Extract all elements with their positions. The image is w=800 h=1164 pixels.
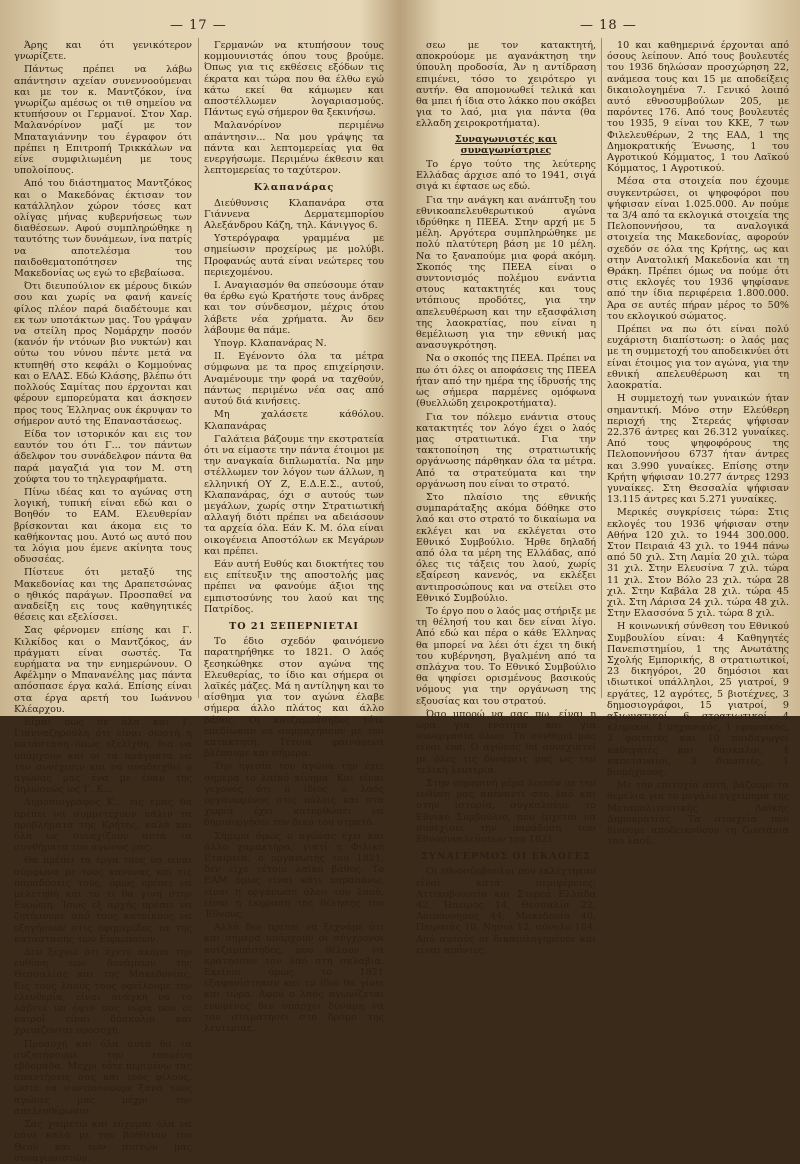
paragraph: Να ο σκοπός της ΠΕΕΑ. Πρέπει να πω ότι όλες οι αποφάσεις της ΠΕΕΑ ήταν από την ημέρα της ίδρυσής της ως σήμερα παρμένες ομόφωνα (θυελλώδη χειροκροτήματα).: [416, 353, 596, 410]
paragraph: Μερικές συγκρίσεις τώρα: Στις εκλογές του 1936 ψήφισαν στην Αθήνα 120 χιλ. το 1944 300.000. Στον Πειραιά 43 χιλ. το 1944 πάνω από 50 χιλ. Στη Λαμία 20 χιλ. τώρα 31 χιλ. Στην Ελευσίνα 7 χιλ. τώρα 11 χιλ. Στον Βόλο 23 χιλ. τώρα 28 χιλ. Στην Καβάλα 28 χιλ. τώρα 45 χιλ. Στη Λάρισα 24 χιλ. τώρα 48 χιλ. Στην Ελασσόνα 5 χιλ. τώρα 8 χιλ.: [607, 507, 789, 620]
paragraph: Σήμερα όμως ο αγώνας έχει και άλλο χαρακτήρα, γιατί η Φιλική Εταιρεία, ο οργανωτής του 1821, δεν είχε τέτοιο λαϊκό βάθος. Το ΕΑΜ όμως είναι κάτι παραπάνω, είναι η οργάνωση όλου του λαού, είναι η έκφραση της θέλησης του Έθνους.: [204, 830, 384, 921]
paragraph: Το έργο που ο λαός μας στήριξε με τη θέλησή του και δεν είναι λίγο. Από εδώ και πέρα ο κάθε Έλληνας θα μπορεί να λέει ότι έχει τη δική του κυβέρνηση, βγαλμένη από τα σπλάχνα του. Το Εθνικό Συμβούλιο θα ψηφίσει ορισμένους βασικούς νόμους για την οργάνωση της εξουσίας και του στρατού.: [416, 605, 596, 707]
paragraph: Διεύθυνσις Κλαπανάρα στα Γιάννενα Δερματεμπορίου Αλεξάνδρου Κάζη, τηλ. Κάνιγγος 6.: [204, 197, 384, 232]
paragraph: Με την επιτυχία αυτή, βάζουμε τα θεμέλια για το μεγάλο εγχείρημα της Μεταπολιτευτικής Λαϊκής Δημοκρατίας. Τα στοιχεία που δίνουμε αποδεικνύουν τη ζωντάνια του λαού.: [607, 780, 789, 848]
paragraph: Η συμμετοχή των γυναικών ήταν σημαντική. Μόνο στην Ελεύθερη περιοχή της Στερεάς ψήφισαν 22.376 άντρες και 26.312 γυναίκες. Από τους ψηφοφόρους της Πελοποννήσου 6737 ήταν άντρες και 3.990 γυναίκες. Επίσης στην Κρήτη ψήφισαν 10.277 άντρες 1293 γυναίκες. Στη Θεσσαλία ψήφισαν 13.115 άντρες και 5.271 γυναίκες.: [607, 393, 789, 506]
paragraph: Αλλά δεν πρέπει να ξεχνάμε ότι και σήμερα υπάρχουν οι σύγχρονοι κοτζαμπάσηδες, που θέλουν να κρατήσουν τον λαό στη σκλαβιά. Εκείνοι όμως το 1821 εξαφανίστηκαν και το ίδιο θα γίνει και τώρα. Αφού ο λαός αγωνίζεται ενωμένος δεν υπάρχει δύναμη να τον σταματήσει στο δρόμο της λευτεριάς.: [204, 922, 384, 1035]
paragraph: ΙΙ. Εγένοντο όλα τα μέτρα σύμφωνα με τα προς επιχείρησιν. Αναμένουμε την φορά να ταχθούν, πάντως περιμένω νέα σας από αυτού διά κινήσεις.: [204, 351, 384, 408]
paragraph: Σας χαιρετώ και εύχομαι όλα να πάνε καλά με την βοήθειαν του Θεού και των πιστών μας συναγωνιστών.: [14, 1119, 192, 1164]
paragraph: Είδα τον ιστορικόν και εις τον εαυτόν του ότι Γ... τον πάντων άδελφον του συνάδελφον πάντα θα παρά μαγαζιά για τον Μ. στη χούφτα του το τηλεγραφήματα.: [14, 428, 192, 485]
paragraph: Η κοινωνική σύνθεση του Εθνικού Συμβουλίου είναι: 4 Καθηγητές Πανεπιστημίου, 1 της Ανωτάτης Σχολής Εμπορικής, 8 στρατιωτικοί, 23 δικηγόροι, 20 δημόσιοι και ιδιωτικοί υπάλληλοι, 25 γιατροί, 9 εργάτες, 12 αγρότες, 5 βιοτέχνες, 3 δημοσιογράφοι, 15 γιατροί, 9 αξιωματικοί, 6 στρατιωτικοί, 4 κληρικοί, 1 μηχανικός, 1 εφοριακός, 2 φοιτητές και 10 παιδαγωγοί καθηγητές και δάσκαλοι, 4 καπεταναίοι, 3 δικαστές, 1 βιομήχανος.: [607, 621, 789, 778]
left-page: [0, 0, 392, 1164]
text-column-3: [416, 40, 596, 956]
paragraph: Πίστευε ότι μεταξύ της Μακεδονίας και της Δραπετσώνας ο ηθικός παράγων. Προσπαθεί να αναδείξη εις τους καθηγητικές θέσεις και εξελίσσει.: [14, 567, 192, 624]
paragraph: Στην σημερινή μέρα λοιπόν με την ευθύνη μας απέναντι στο λαό και στην ιστορία, συγκαλούμε το Εθνικό Συμβούλιο, που έρχεται να συνεχίσει την παράδοση των Εθνοσυνελεύσεων του 1821.: [416, 778, 596, 846]
column-divider: [198, 38, 199, 698]
paragraph: Γερμανών να κτυπήσουν τους κομμουνιστάς όπου τους βρούμε. Όπως για τις εκθέσεις εξόδων τις έκρατα και τώρα που θα έλθω εγώ κάτω εκεί θα κάμωμεν και αποστέλλωμεν λογαριασμούς. Πάντως εγώ σήμερον θα ξεκινήσω.: [204, 40, 384, 119]
paragraph: Σας φέρνομεν επίσης και Γ. Κιλκίδος και ο Μαντζόκος, άν πράγματι είναι σωστές. Τα ευρήματα να την ενημερώνουν. Ο Αφέλμην ο Μπανανέλης μας πάντα απόσπασε έργα καλά. Επίσης είναι στα έργα αρετή του Ιωάννου Κλέαρχου.: [14, 625, 192, 715]
column-divider: [601, 38, 602, 698]
paragraph: Γαλάτεια βάζουμε την εκστρατεία ότι να είμαστε την πάντα έτοιμοι με την αναγκαία διπλωματία. Να μην στέλλωμεν τον λόγον των άλλων, η ελληνική ΟΥ Ζ, Ε.Δ.Ε.Σ., αυτού, Κλαπανάρας, όχι σ αυτούς των μεγάλων, χωρίς στην Στρατιωτική αλλαγή διότι πρέπει να αδειάσουν τα αρχεία όλα. Εάν Κ. Μ. όλα είναι οικογένεια Αποστόλων εκ Μεγάρων και πρέπει.: [204, 433, 384, 557]
paragraph: Δεν ξεχνώ ότι έχετε ακόμα την ευθύνη των δυνάμεων της Θεσσαλίας και της Μακεδονίας. Εις τους λαούς τους οφείλουμε την ελευθερία, είναι ανάγκη να το λάβετε υπ όψιν σας τώρα που οι καιροί είναι δύσκολοι και χρειάζονται προσοχή.: [14, 947, 192, 1037]
paragraph: Την ηγεσία του αγώνα την έχει σήμερα το λαϊκό κίνημα. Και είναι γεγονός ότι ο ίδιος ο λαός οργανωμένος στις πόλεις και στα χωριά έχει κατορθώσει να δημιουργήσει τον δικό του στρατό.: [204, 761, 384, 829]
paragraph: Το έδιο σχεδόν φαινόμενο παρατηρήθηκε το 1821. Ο λαός ξεσηκώθηκε στον αγώνα της Ελευθερίας, το ίδιο και σήμερα οι λαϊκές μάζες. Μά η αντίληψη και το αίσθημα για τον αγώνα έλαβε σήμερα άλλο πλάτος και άλλο βάθος. Οι κοτζαμπάσηδες τότε επεδίωκαν να συμμαχήσουν με τον κατακτητή. Τέτοια φαινόμενα βλέπουμε και σήμερα.: [204, 636, 384, 760]
page-number-right: — 18 —: [580, 18, 637, 33]
page-number-left: — 17 —: [170, 18, 227, 33]
text-column-1: [14, 40, 192, 1164]
section-heading: Κλαπανάρας: [253, 182, 335, 194]
paragraph: Είμαι πως σε όλα και Γ. Γιανναζηρούλη ότι είναι σωστή η κατάσταση όπως εξελίχθη, δια να υπάρχουν και οι τα πράγματα να την συνέχισιν και να αναδειχθεί ο αγώνας μας ένα με έναν της δηλώσεώς ως Γ. Κ...: [14, 716, 192, 796]
paragraph: 10 και καθημερινά έρχονται από όσους λείπουν. Από τους βουλευτές του 1936 δηλώσαν προσχώρηση 22, ανάμεσα τους και 15 με αποδείξεις δικαιολογημένα 7. Γενικό λοιπό αυτό εθνοσυμβούλων 205, με παρόντες 176. Από τους βουλευτές του 1935, 9 είναι του ΚΚΕ, 7 των Φιλελευθέρων, 2 της ΕΑΔ, 1 της Δημοκρατικής Ένωσης, 1 του Αγροτικού Κόμματος, 1 του Λαϊκού Κόμματος, 1 Αγροτικού.: [607, 40, 789, 175]
paragraph: σεω με τον κατακτητή, αποκρούομε με αγανάκτηση την ύπουλη προδοσία, Άν η αντίδραση επιμένει, τόσο το χειρότερο γι αυτήν. Θα απομονωθεί τελικά και θα μπει ή ίδια στο λάκκο που σκάβει για το λαό, μια για πάντα (θα ελλαδη χειροκροτήματα).: [416, 40, 596, 130]
paragraph: Ότι διευπούλιον εκ μέρους δικών σου και χωρίς να φανή κανείς φίλος πλέον παρά διαδέτουμε και εκ των υποτάκτων μας. Του γράψαν να στείλη προς Νομάρχην ποσόν (κανόν ήν ντόνων βιο νυκτών) και ούτω του νύνου πέντε μετά να κτυπηθή στο κεφάλι ο Κομμούνας και ο ΕΛΑΣ. Εδώ Κλάσης, βλέπω ότι πολλούς Σαμίτας που έρχονται και φέρουν εμπορεύματα και άσκησεν προς τους Έλληνας ουκ έκρυψαν το σήμερον αυτό της Επαναστάσεως.: [14, 281, 192, 427]
paragraph: Μη χαλάσετε κάθόλου. Κλαπανάρας: [204, 409, 384, 432]
paragraph: Υπογρ. Κλαπανάρας Ν.: [214, 338, 327, 350]
paragraph: Οι εθνοσύμβουλοι που εκλέχτηκαν είναι κατά περιφέρειες: Αττικοβοιωτία και Στερεά Ελλάδα 42, Ήπειρος 14, Θεσσαλία 22, Λοιπόννησος 44, Μακεδονία 40, Πειραιάς 10, Νησιά 12, σύνολο 184. Από αυτούς οι δικαιολογημένοι και είναι απόντες.: [416, 866, 596, 956]
paragraph: Από του διάστηματος Μαντζόκος και ο Μακεδόνας έκτισαν τον κατάλληλον χώρον τόσες κατ ολίγας μήνας κυβερνήσεως των διαθέσεων. Αφού συμπληρώθηκε η ταυτότης των δυνάμεων, ίνα πατρίς να αποτελέσμα του παιδοθεματοπότησεν της Μακεδονίας ως εγώ το εβεβαίωσα.: [14, 178, 192, 280]
paragraph: Στο πλαίσιο της εθνικής συμπαράταξης ακόμα δόθηκε στο λαό και στο στρατό το δικαίωμα να εκλέγει και να εκλέγεται στο Εθνικό Συμβούλιο. Ήρθε δηλαδή από όλα τα μέρη της Ελλάδας, από όλες τις τάξεις του λαού, χωρίς εξαίρεση κανενός, να εκλέξει αντιπροσώπους και να στείλει στο Εθνικό Συμβούλιο.: [416, 491, 596, 604]
paragraph: Προσοχή και όλα αυτά θα τα συζητήσουμε την επομένη εβδομάδα. Μέχρι τότε περιμένω τας απαντήσεις σας και τους φίλους, ώστε να συντονίσουμε ξανά τους αγώνες μας μέχρι την απελευθέρωσιν.: [14, 1038, 192, 1117]
paragraph: Εάν αυτή Ευθύς και διοκτήτες του εις επίτευξιν της αποστολής μας πρέπει να φανούμε άξιοι της εμπιστοσύνης του λαού και της Πατρίδος.: [204, 558, 384, 615]
paragraph: Ι. Αναγιασμόν θα σπεύσουμε όταν θα έρθω εγώ Κρατήστε τους άνδρες και τον σύνδεσμον, μέχρις ότου λάβετε νέα χρήματα. Άν δεν λάβουμε θα πάμε.: [204, 280, 384, 336]
paragraph: Άρης και ότι γενικότερον γνωρίζετε.: [14, 40, 192, 63]
paragraph: Για την ανάγκη και ανάπτυξη του εθνικοαπελευθερωτικού αγώνα ιδρύθηκε η ΠΕΕΑ. Στην αρχή με 5 μέλη. Αργότερα συμπληρώθηκε με πολύ πλατύτερη βάση με 10 μέλη. Να το ξαναπούμε μια φορά ακόμη. Σκοπός της ΠΕΕΑ είναι ο συντονισμός πολέμου ενάντια στους κατακτητές και τους ντόπιους προδότες, για την απελευθέρωση και την εξασφάλιση της λαοκρατίας, που είναι η θεμέλιωση για την εθνική μας ανασυγκρότηση.: [416, 194, 596, 352]
paragraph: Υστερόγραφα γραμμένα με σημείωσιν προχείρως με μολύβι. Προφανώς αυτά είναι νεώτερες του περιεχομένου.: [204, 233, 384, 278]
section-heading: ΣΥΝΑΓΕΡΜΟΣ ΟΙ ΕΚΛΟΓΕΣ: [421, 851, 591, 863]
paragraph: Όσο μπορώ να σας πω, είναι η ώρα για ενότητα και για συνεργασία όλων. Το σύνθημά μας είναι ένα. Ο αγώνας θα συνεχιστεί με όλες τις δυνάμεις μας ως την τελική λευτεριά.: [416, 708, 596, 776]
text-column-2: [204, 40, 384, 1035]
paragraph: Μαλανόρίνον περιμένω απάντησιν... Να μου γράψης τα πάντα και λεπτομερείας για θα ενεργήσωμε. Περιμένω έκθεσιν και λεπτομερείας το ταχύτερον.: [204, 120, 384, 177]
text-column-4: [607, 40, 789, 848]
paragraph: Πίνω ιδέας και το αγώνας στη λογική, τυπική είναι εδώ και ο Βοηθόν το ΕΑΜ. Ελευθερίαν βρίσκονται και άκομα εις το καθήκοντας μου. Αυτό ως αυτό που τα λόγια μου έμενε ακίνητα τους οδυσσέας.: [14, 486, 192, 566]
section-subheading: Συναγωνιστές και συναγωνίστριες: [454, 133, 557, 156]
section-heading: ΤΟ 21 ΞΕΠΕΡΝΙΕΤΑΙ: [229, 620, 359, 632]
paragraph: Πρέπει να πω ότι είναι πολύ ευχάριστη διαπίστωση: ο λαός μας με τη συμμετοχή του αποδεικνύει ότι είναι έτοιμος για τον αγώνα, για την εθνική απελευθέρωση και τη λαοκρατία.: [607, 324, 789, 392]
paragraph: Το έργο τούτο της λεύτερης Ελλάδας άρχισε από το 1941, σιγά σιγά κι έφτασε ως εδώ.: [416, 159, 596, 193]
paragraph: Πάντως πρέπει να λάβω απάντησιν αχείαν συνεννοούμεναι και με τον κ. Μαντζόκον, ίνα γνωρίζω αμέσως οι τιθ σημείου να κτυπήσουν οι Γερμανοί. Στον Χαρ. Μαλανόρίνον μαζί με τον Μπαταγιάννην του έγραφον ότι πρέπει η Επιτροπή Τρικκάλων να είνε συμφιλιωμένη με τους υπολοίπους.: [14, 64, 192, 177]
paragraph: Θα πρέπει τα έργα τους να είναι σύμφωνα με τους κανόνας και τις παραδόσεις τους, όμως πρέπει να μελετηθή και το τι θα γίνη στην Ευρώπη. Ίσως εξ αρχής πρέπει να ζητήσουμε από τους κατοίκους να εξηγήσουν στις εφημερίδες τα της κατάστασης των Ευρωπαίων.: [14, 855, 192, 945]
right-page: [408, 0, 800, 956]
paragraph: Μέσα στα στοιχεία που έχουμε συγκεντρώσει, οι ψηφοφόροι που ψήφισαν είναι 1.025.000. Αν πούμε τα 3/4 από τα εκλογικά στοιχεία της Πελοποννήσου, τα αναλογικά στοιχεία της Μακεδονίας, αφορούν σχεδόν σε όλα της Κρήτης, ως και στην Ανατολική Μακεδονία και τη Θράκη. Πρέπει όμως να πούμε ότι στις εκλογές του 1936 ψηφίσανε από την ίδια περιφέρεια 1.800.000. Άρα σε αυτές πήραν μέρος το 50% του εκλογικού σώματος.: [607, 176, 789, 322]
paragraph: Για τον πόλεμο ενάντια στους κατακτητές τον λόγο έχει ο λαός μας στρατιωτικά. Για την τακτοποίηση της στρατιωτικής οργάνωσης πάρθηκαν όλα τα μέτρα. Από τα στρατεύματα και την οργάνωση που είναι το στρατό.: [416, 411, 596, 490]
paragraph: Δημοσιογράφος Κ... εις εμάς θα πρέπει να συμμετέχουν πάλιν τα προβλήματα της Κρήτης, καλά και όλα ως συνεχίζουν αυτά τα συνθήματα του αγώνος μας.: [14, 797, 192, 854]
